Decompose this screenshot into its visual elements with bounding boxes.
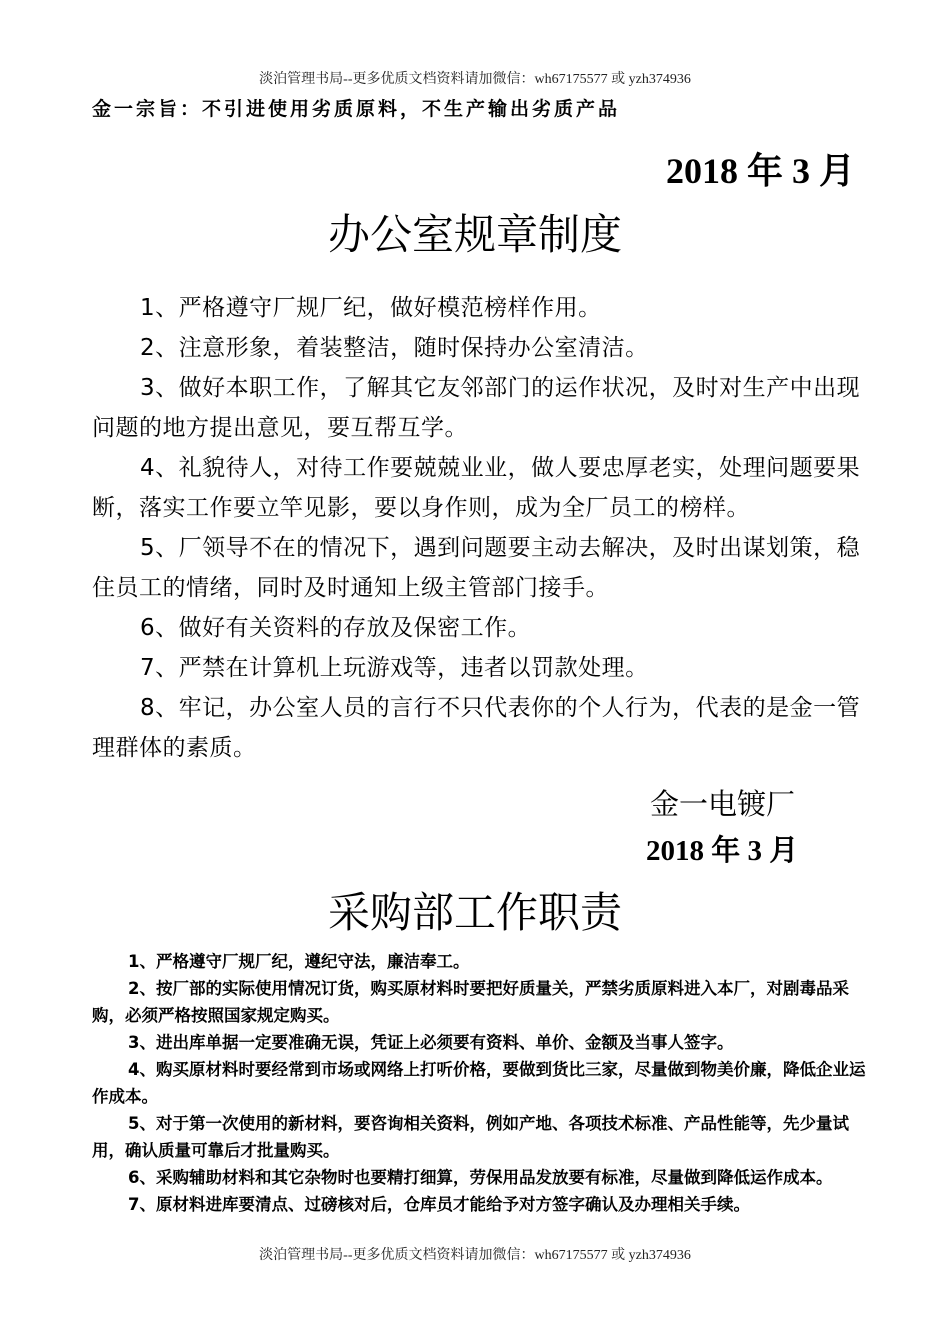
signature-date: 2018 年 3 月 <box>646 835 799 867</box>
top-date: 2018 年 3 月 <box>665 151 855 191</box>
office-rule-item: 4、礼貌待人，对待工作要兢兢业业，做人要忠厚老实，处理问题要果断，落实工作要立竿见影，要以身作则，成为全厂员工的榜样。 <box>92 455 861 521</box>
office-rule-item: 1、严格遵守厂规厂纪，做好模范榜样作用。 <box>140 295 602 321</box>
header-note: 淡泊管理书局--更多优质文档资料请加微信：wh67175577 或 yzh374936 <box>259 72 691 87</box>
purchasing-duty-item: 1、严格遵守厂规厂纪，遵纪守法，廉洁奉工。 <box>128 952 470 971</box>
purchasing-duties-list <box>92 948 874 1218</box>
office-rule-item: 3、做好本职工作，了解其它友邻部门的运作状况，及时对生产中出现问题的地方提出意见，要互帮互学。 <box>92 375 861 441</box>
office-rules-list <box>92 288 882 768</box>
purchasing-duty-item: 2、按厂部的实际使用情况订货，购买原材料时要把好质量关，严禁劣质原料进入本厂，对剧毒品采购，必须严格按照国家规定购买。 <box>92 979 849 1025</box>
purchasing-duty-item: 5、对于第一次使用的新材料，要咨询相关资料，例如产地、各项技术标准、产品性能等，先少量试用，确认质量可靠后才批量购买。 <box>92 1114 849 1160</box>
office-rule-item: 2、注意形象，着装整洁，随时保持办公室清洁。 <box>140 335 649 361</box>
company-motto: 金一宗旨：不引进使用劣质原料，不生产输出劣质产品 <box>92 98 621 120</box>
purchasing-duty-item: 6、采购辅助材料和其它杂物时也要精打细算，劳保用品发放要有标准，尽量做到降低运作成本。 <box>128 1168 833 1187</box>
office-rule-item: 8、牢记，办公室人员的言行不只代表你的个人行为，代表的是金一管理群体的素质。 <box>92 695 861 761</box>
office-rule-item: 5、厂领导不在的情况下，遇到问题要主动去解决，及时出谋划策，稳住员工的情绪，同时及时通知上级主管部门接手。 <box>92 535 861 601</box>
office-rules-title: 办公室规章制度 <box>327 210 622 259</box>
footer-note: 淡泊管理书局--更多优质文档资料请加微信：wh67175577 或 yzh374936 <box>259 1248 691 1263</box>
purchasing-duty-item: 3、进出库单据一定要准确无误，凭证上必须要有资料、单价、金额及当事人签字。 <box>128 1033 734 1052</box>
office-rule-item: 6、做好有关资料的存放及保密工作。 <box>140 615 532 641</box>
office-rule-item: 7、严禁在计算机上玩游戏等，违者以罚款处理。 <box>140 655 649 681</box>
purchasing-duties-title: 采购部工作职责 <box>327 888 622 937</box>
purchasing-duty-item: 4、购买原材料时要经常到市场或网络上打听价格，要做到货比三家，尽量做到物美价廉，降低企业运作成本。 <box>92 1060 866 1106</box>
purchasing-duty-item: 7、原材料进库要清点、过磅核对后，仓库员才能给予对方签字确认及办理相关手续。 <box>128 1195 750 1214</box>
signature-company: 金一电镀厂 <box>650 787 796 821</box>
